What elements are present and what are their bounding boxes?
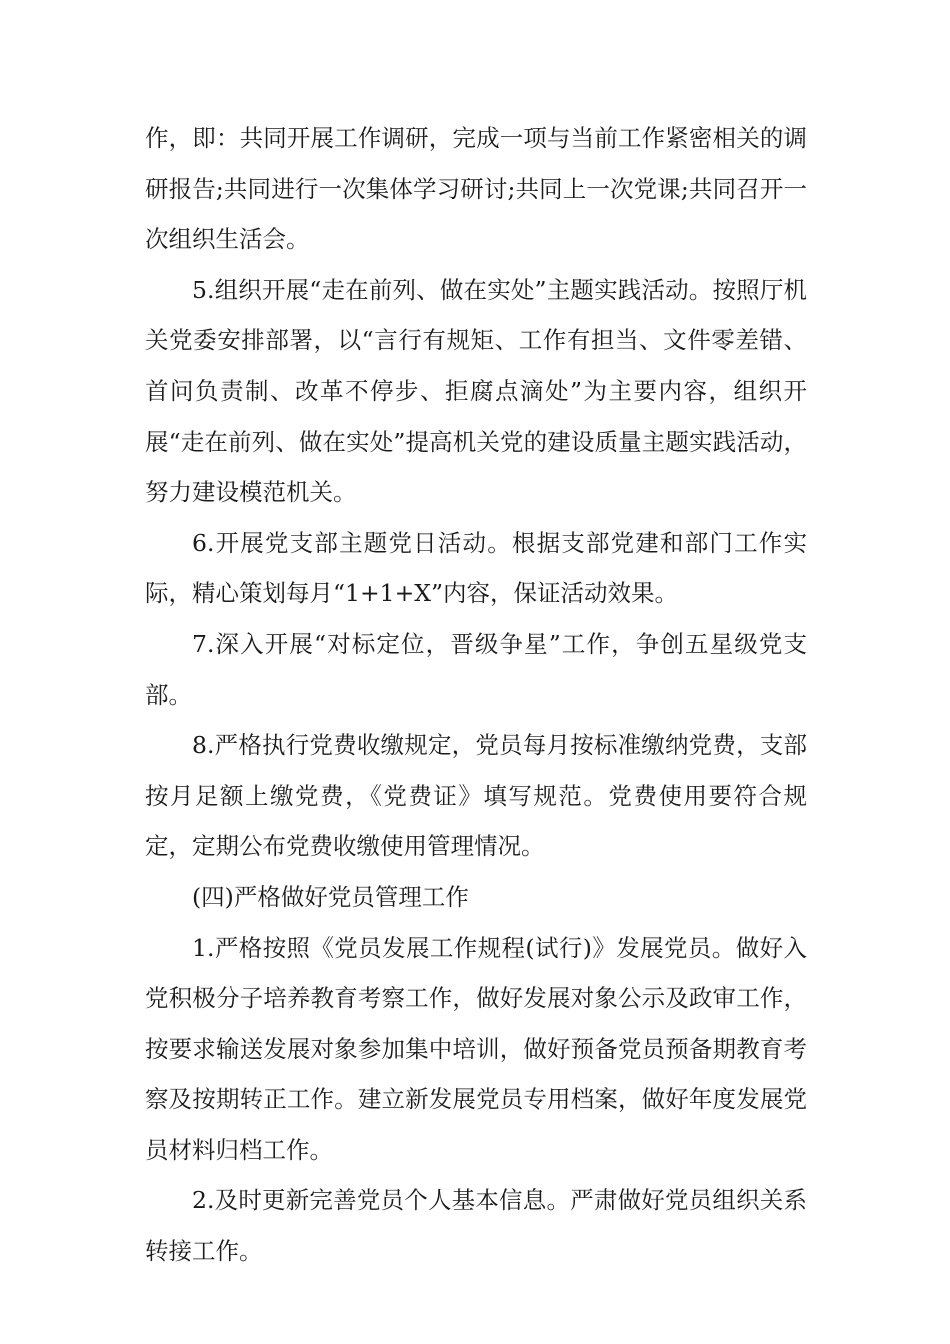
paragraph-item-1: 1.严格按照《党员发展工作规程(试行)》发展党员。做好入党积极分子培养教育考察工作，做好发展对象公示及政审工作，按要求输送发展对象参加集中培训，做好预备党员预备期教育考察及按期转正工作。建立新发展党员专用档案，做好年度发展党员材料归档工作。 bbox=[145, 933, 807, 1164]
paragraph-item-7: 7.深入开展“对标定位，晋级争星”工作，争创五星级党支部。 bbox=[145, 629, 807, 709]
paragraph-continuation: 作，即：共同开展工作调研，完成一项与当前工作紧密相关的调研报告;共同进行一次集体学习研讨;共同上一次党课;共同召开一次组织生活会。 bbox=[145, 124, 807, 254]
paragraph-item-5: 5.组织开展“走在前列、做在实处”主题实践活动。按照厅机关党委安排部署，以“言行有规矩、工作有担当、文件零差错、首问负责制、改革不停步、拒腐点滴处”为主要内容，组织开展“走在前列、做在实处”提高机关党的建设质量主题实践活动，努力建设模范机关。 bbox=[145, 275, 807, 507]
section-heading-4: (四)严格做好党员管理工作 bbox=[192, 882, 469, 911]
paragraph-item-6: 6.开展党支部主题党日活动。根据支部党建和部门工作实际，精心策划每月“1+1+X”内容，保证活动效果。 bbox=[145, 528, 807, 608]
paragraph-item-8: 8.严格执行党费收缴规定，党员每月按标准缴纳党费，支部按月足额上缴党费，《党费证》填写规范。党费使用要符合规定，定期公布党费收缴使用管理情况。 bbox=[145, 731, 807, 861]
paragraph-item-2: 2.及时更新完善党员个人基本信息。严肃做好党员组织关系转接工作。 bbox=[145, 1186, 807, 1266]
document-body bbox=[145, 113, 807, 1277]
